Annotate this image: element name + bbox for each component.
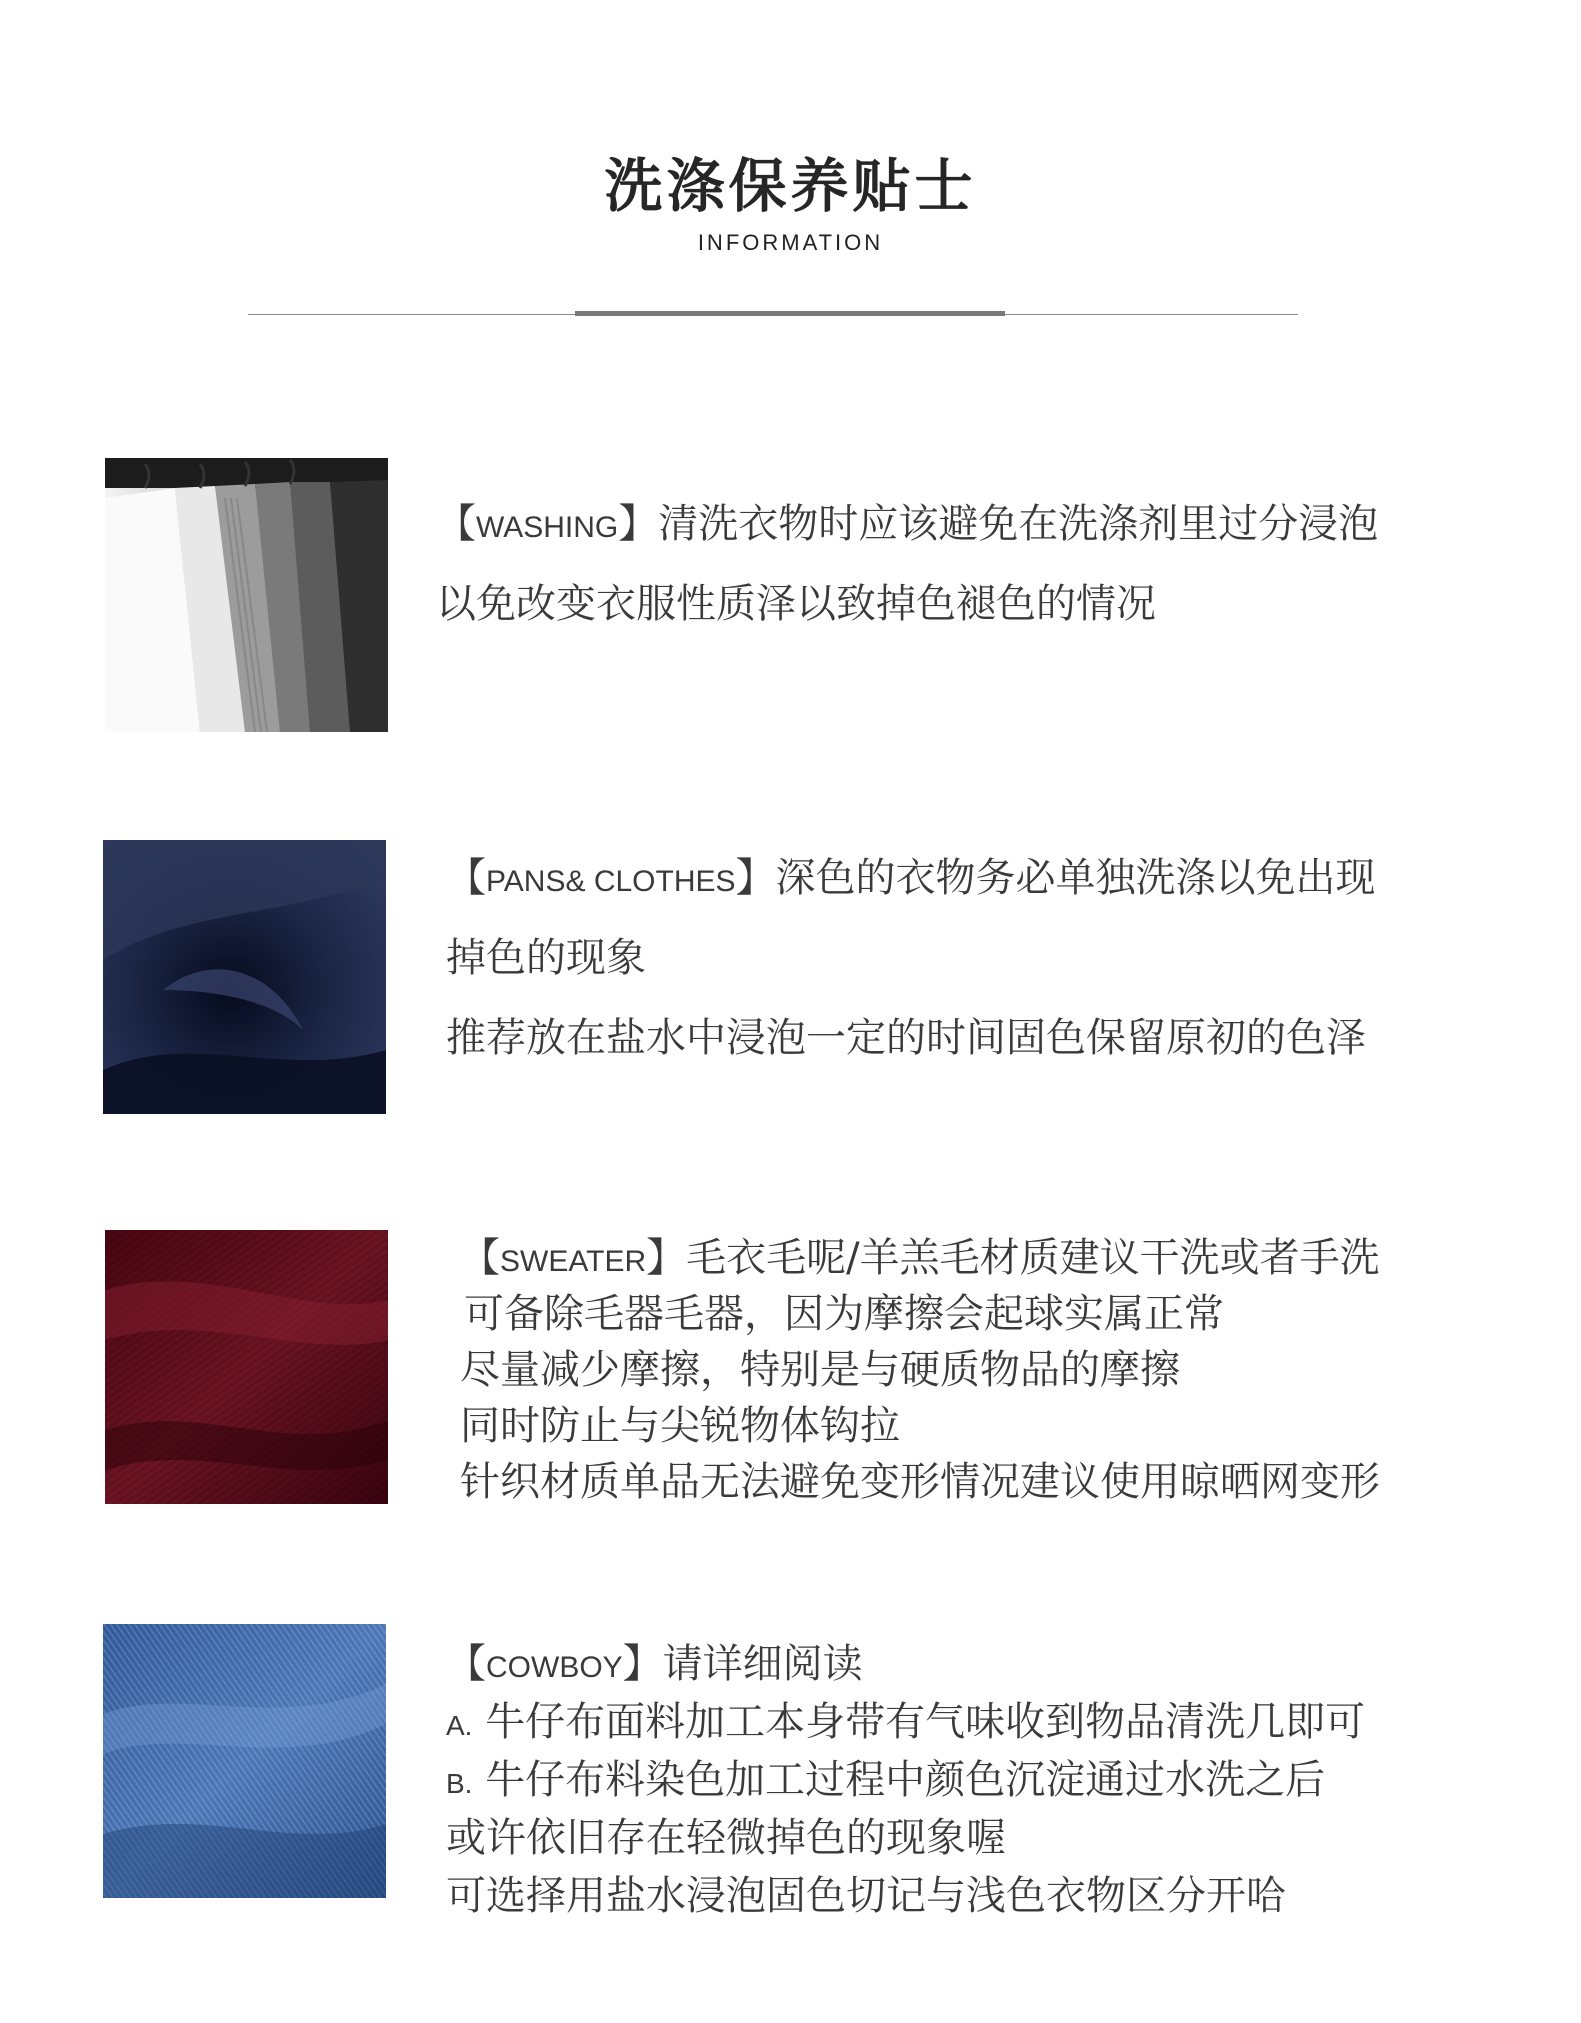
care-text-pans-clothes [446, 846, 1376, 1086]
denim-fabric-image [103, 1624, 386, 1898]
text-line: 可备除毛器毛器，因为摩擦会起球实属正常 [464, 1291, 1224, 1337]
page-subtitle: INFORMATION [697, 230, 884, 255]
care-text-sweater [460, 1226, 1380, 1506]
text-line: 可选择用盐水浸泡固色切记与浅色衣物区分开哈 [446, 1873, 1286, 1919]
divider-accent [575, 311, 1005, 316]
text-line: 掉色的现象 [446, 935, 646, 981]
text-line: 尽量减少摩擦，特别是与硬质物品的摩擦 [460, 1347, 1180, 1393]
page-title: 洗涤保养贴士 [604, 152, 977, 220]
text-line: 【COWBOY】请详细阅读 [446, 1641, 863, 1687]
text-line: 【PANS& CLOTHES】深色的衣物务必单独洗涤以免出现 [446, 855, 1376, 901]
text-line: 【SWEATER】毛衣毛呢/羊羔毛材质建议干洗或者手洗 [460, 1235, 1380, 1281]
text-line: 同时防止与尖锐物体钩拉 [460, 1403, 900, 1449]
care-text-washing [436, 492, 1378, 652]
text-line: 针织材质单品无法避免变形情况建议使用晾晒网变形 [460, 1459, 1380, 1505]
text-line: 以免改变衣服性质泽以致掉色褪色的情况 [436, 581, 1156, 627]
burgundy-knit-image [105, 1230, 388, 1504]
text-line: 【WASHING】清洗衣物时应该避免在洗涤剂里过分浸泡 [436, 501, 1379, 547]
navy-fabric-image [103, 840, 386, 1114]
text-line: B. 牛仔布料染色加工过程中颜色沉淀通过水洗之后 [446, 1757, 1326, 1803]
header [0, 150, 1581, 256]
clothes-rack-image [105, 458, 388, 732]
text-line: 推荐放在盐水中浸泡一定的时间固色保留原初的色泽 [446, 1015, 1366, 1061]
text-line: A. 牛仔布面料加工本身带有气味收到物品清洗几即可 [446, 1699, 1366, 1745]
care-text-cowboy [446, 1632, 1365, 1922]
text-line: 或许依旧存在轻微掉色的现象喔 [446, 1815, 1006, 1861]
